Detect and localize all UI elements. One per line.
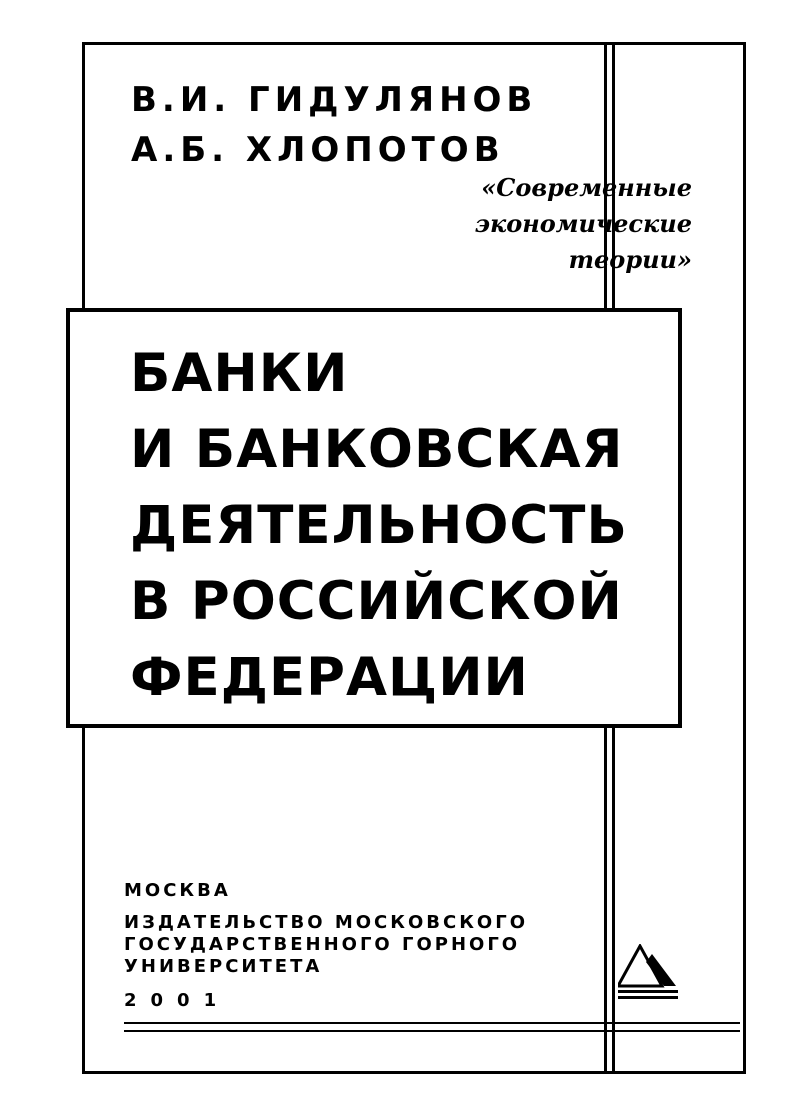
title-line-4: В РОССИЙСКОЙ (130, 571, 623, 632)
series-line-1: «Современные (481, 173, 692, 202)
publisher-line-3: УНИВЕРСИТЕТА (124, 956, 323, 977)
publisher-line-1: ИЗДАТЕЛЬСТВО МОСКОВСКОГО (124, 912, 528, 933)
book-title (130, 336, 628, 716)
title-line-3: ДЕЯТЕЛЬНОСТЬ (130, 495, 628, 556)
series-title (475, 170, 693, 278)
series-line-3: теории» (568, 245, 692, 274)
bottom-rule-1 (124, 1022, 740, 1024)
title-line-1: БАНКИ (130, 343, 349, 404)
publisher-block (124, 880, 528, 1012)
series-line-2: экономические (474, 209, 692, 238)
publication-year: 2001 (124, 990, 231, 1011)
title-line-5: ФЕДЕРАЦИИ (130, 647, 529, 708)
title-box (66, 308, 682, 728)
bottom-rule-2 (124, 1030, 740, 1032)
publisher-line-2: ГОСУДАРСТВЕННОГО ГОРНОГО (124, 934, 521, 955)
title-line-2: И БАНКОВСКАЯ (130, 419, 624, 480)
publisher-city: МОСКВА (124, 880, 231, 901)
author-2: А.Б. ХЛОПОТОВ (131, 130, 505, 170)
author-1: В.И. ГИДУЛЯНОВ (131, 80, 538, 120)
triangle-logo-icon (618, 944, 684, 1004)
